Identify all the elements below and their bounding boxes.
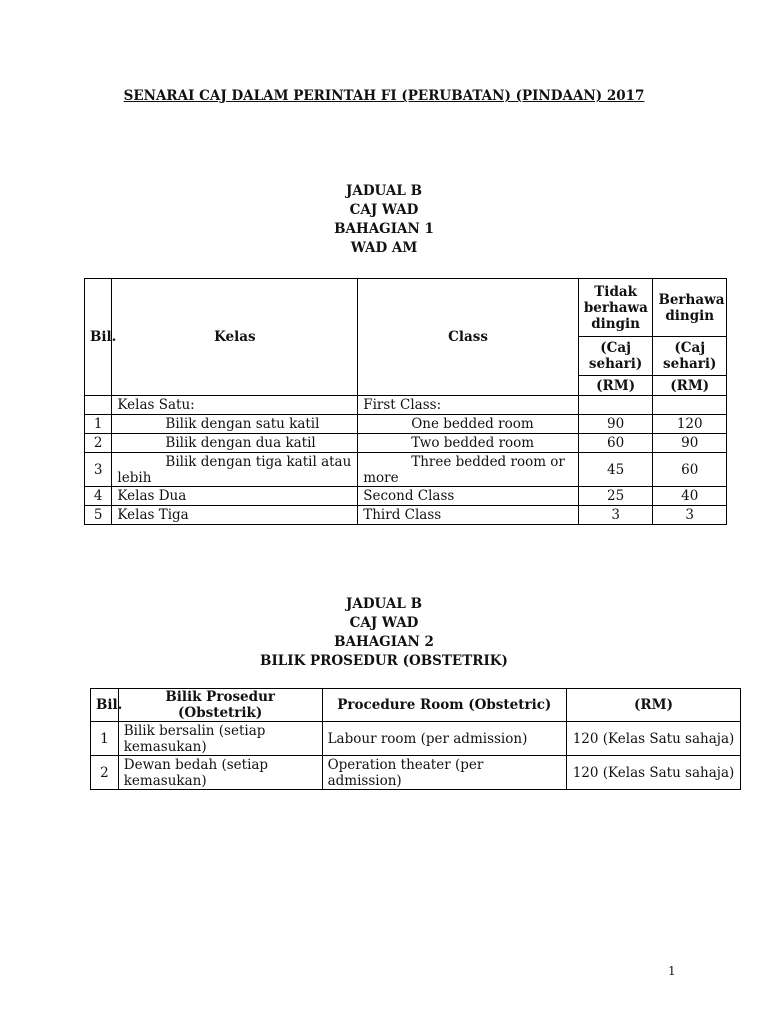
cell-berhawa: 120 (653, 415, 727, 434)
cell-bil: 2 (85, 434, 112, 453)
header-rm: (RM) (567, 689, 741, 722)
cell-tidak-berhawa: 3 (578, 506, 653, 525)
cell-bil: 1 (91, 722, 119, 756)
cell-procedure-room: Labour room (per admission) (322, 722, 566, 756)
section1-heading (0, 182, 768, 258)
cell-bil: 1 (85, 415, 112, 434)
header-caj-sehari: (Caj sehari) (578, 337, 653, 376)
header-berhawa: Berhawa dingin (653, 279, 727, 337)
table-row (85, 415, 727, 434)
cell-rm: 120 (Kelas Satu sahaja) (567, 722, 741, 756)
cell-bilik-prosedur: Bilik bersalin (setiap kemasukan) (118, 722, 322, 756)
cell-berhawa: 40 (653, 487, 727, 506)
cell-kelas: Bilik dengan tiga katil atau lebih (112, 453, 358, 487)
header-kelas: Kelas (112, 279, 358, 396)
cell-kelas: Kelas Dua (112, 487, 358, 506)
cell-tidak-berhawa: 25 (578, 487, 653, 506)
document-title: SENARAI CAJ DALAM PERINTAH FI (PERUBATAN) (PINDAAN) 2017 (123, 88, 645, 104)
cell-bil: 2 (91, 756, 119, 790)
table-row (85, 506, 727, 525)
section2-heading-line: BILIK PROSEDUR (OBSTETRIK) (260, 653, 508, 669)
header-tidak-berhawa: Tidak berhawa dingin (578, 279, 653, 337)
table-row (91, 756, 741, 790)
cell-tidak-berhawa: 90 (578, 415, 653, 434)
section2-heading-line: CAJ WAD (349, 615, 419, 631)
cell-class: Three bedded room or more (358, 453, 579, 487)
header-class: Class (358, 279, 579, 396)
cell-class: Two bedded room (358, 434, 579, 453)
cell-kelas: Kelas Tiga (112, 506, 358, 525)
table-row (85, 396, 727, 415)
header-rm: (RM) (653, 376, 727, 396)
table-row (85, 487, 727, 506)
table-row (85, 453, 727, 487)
cell-class: Second Class (358, 487, 579, 506)
cell-kelas: Bilik dengan satu katil (112, 415, 358, 434)
cell-tidak-berhawa: 45 (578, 453, 653, 487)
cell-berhawa: 3 (653, 506, 727, 525)
cell-tidak-berhawa: 60 (578, 434, 653, 453)
cell-berhawa: 60 (653, 453, 727, 487)
section1-heading-line: WAD AM (350, 240, 418, 256)
header-caj-sehari: (Caj sehari) (653, 337, 727, 376)
section2-heading (0, 595, 768, 671)
cell-bil: 4 (85, 487, 112, 506)
header-bil: Bil. (91, 689, 119, 722)
cell-bil: 5 (85, 506, 112, 525)
table-row (91, 722, 741, 756)
section1-heading-line: BAHAGIAN 1 (334, 221, 434, 237)
cell-class: Third Class (358, 506, 579, 525)
cell-bilik-prosedur: Dewan bedah (setiap kemasukan) (118, 756, 322, 790)
header-procedure-room: Procedure Room (Obstetric) (322, 689, 566, 722)
cell-class: First Class: (358, 396, 579, 415)
table-row (85, 434, 727, 453)
header-rm: (RM) (578, 376, 653, 396)
cell-rm: 120 (Kelas Satu sahaja) (567, 756, 741, 790)
ward-charges-table (84, 278, 727, 525)
cell-berhawa: 90 (653, 434, 727, 453)
cell-kelas: Bilik dengan dua katil (112, 434, 358, 453)
procedure-room-table (90, 688, 741, 790)
cell-kelas: Kelas Satu: (112, 396, 358, 415)
cell-bil: 3 (85, 453, 112, 487)
header-bilik-prosedur: Bilik Prosedur (Obstetrik) (118, 689, 322, 722)
header-bil: Bil. (85, 279, 112, 396)
section1-heading-line: JADUAL B (345, 183, 422, 199)
section1-heading-line: CAJ WAD (349, 202, 419, 218)
cell-class: One bedded room (358, 415, 579, 434)
section2-heading-line: JADUAL B (345, 596, 422, 612)
section2-heading-line: BAHAGIAN 2 (334, 634, 434, 650)
page-number: 1 (668, 964, 676, 978)
cell-procedure-room: Operation theater (per admission) (322, 756, 566, 790)
